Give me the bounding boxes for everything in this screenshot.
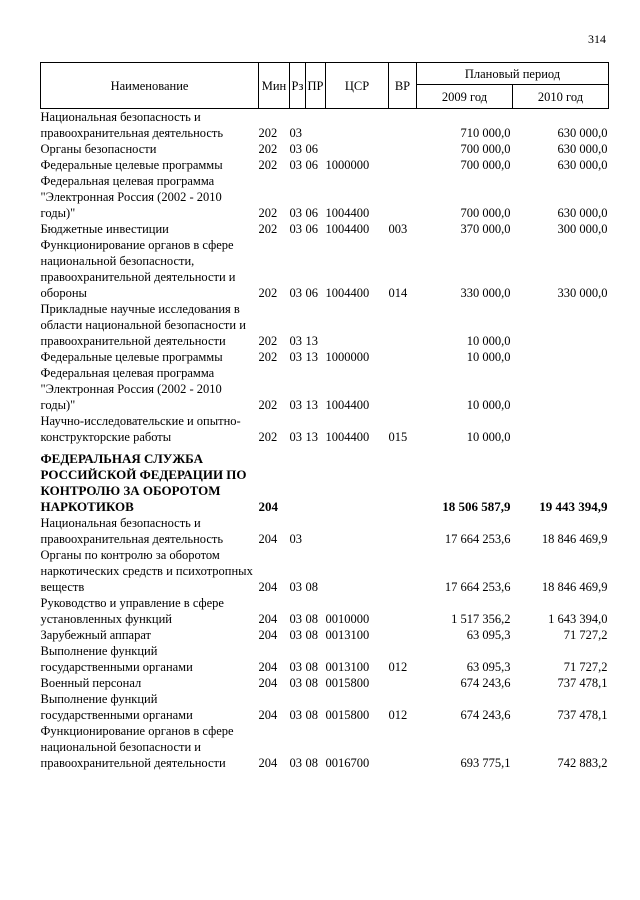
cell-pr: 13 [305,430,318,444]
cell-rz: 03 [289,222,302,236]
cell-min: 204 [258,708,278,722]
cell-csr [326,451,389,515]
cell-csr [326,141,389,157]
cell-pr [306,515,326,547]
cell-pr: 08 [305,708,318,722]
cell-rz: 03 [289,158,302,172]
cell-v2009: 700 000,0 [460,158,511,172]
cell-v2009: 710 000,0 [460,126,511,140]
budget-table [40,62,609,771]
cell-min: 202 [258,206,278,220]
cell-v2009: 700 000,0 [460,142,511,156]
cell-csr: 1004400 [325,286,370,300]
cell-csr: 1004400 [325,222,370,236]
cell-csr: 1004400 [325,206,370,220]
header-rz: Рз [290,63,306,109]
cell-v2009: 17 664 253,6 [444,532,511,546]
table-row [41,349,609,365]
cell-rz: 03 [289,708,302,722]
cell-v2010: 71 727,2 [563,660,608,674]
cell-v2010: 630 000,0 [557,142,608,156]
cell-rz: 03 [289,532,302,546]
cell-min: 204 [258,580,278,594]
cell-name: Зарубежный аппарат [40,628,152,642]
cell-min: 202 [258,222,278,236]
cell-v2009: 10 000,0 [466,350,511,364]
cell-name: Функционирование органов в сфере национальной безопасности и правоохранительной деятельности [40,724,234,770]
table-row [41,515,609,547]
cell-pr [306,109,326,142]
cell-csr [326,547,389,595]
cell-name: Федеральные целевые программы [40,350,223,364]
cell-v2009: 693 775,1 [460,756,511,770]
cell-pr: 08 [305,612,318,626]
cell-rz: 03 [289,660,302,674]
cell-rz: 03 [289,334,302,348]
cell-rz: 03 [289,580,302,594]
cell-rz [290,451,306,515]
cell-name: Органы безопасности [40,142,157,156]
cell-name: Федеральные целевые программы [40,158,223,172]
cell-min: 202 [258,142,278,156]
table-row [41,627,609,643]
cell-rz: 03 [289,612,302,626]
cell-vr [389,109,417,142]
cell-rz: 03 [289,126,302,140]
cell-vr [389,595,417,627]
cell-csr: 0013100 [325,628,370,642]
cell-name: Научно-исследовательские и опытно-конструкторские работы [40,414,241,444]
cell-csr: 0013100 [325,660,370,674]
cell-vr [389,157,417,173]
cell-v2009: 674 243,6 [460,676,511,690]
cell-min: 204 [258,628,278,642]
table-row [41,595,609,627]
cell-vr [389,301,417,349]
header-min: Мин [259,63,290,109]
cell-pr [306,451,326,515]
cell-rz: 03 [289,142,302,156]
table-row [41,451,609,515]
cell-v2009: 10 000,0 [466,430,511,444]
cell-rz: 03 [289,206,302,220]
cell-vr [389,515,417,547]
cell-name: Федеральная целевая программа "Электронная Россия (2002 - 2010 годы)" [40,366,222,412]
page-number: 314 [588,32,606,46]
cell-v2010: 630 000,0 [557,206,608,220]
cell-name: Выполнение функций государственными органами [40,644,193,674]
cell-vr: 015 [388,430,408,444]
cell-min: 204 [258,756,278,770]
cell-v2010: 19 443 394,9 [539,499,608,514]
cell-rz: 03 [289,756,302,770]
cell-v2009: 674 243,6 [460,708,511,722]
cell-csr: 1004400 [325,398,370,412]
cell-v2009: 700 000,0 [460,206,511,220]
cell-v2010 [513,349,609,365]
cell-min: 202 [258,350,278,364]
table-row [41,237,609,301]
cell-vr [389,627,417,643]
cell-rz: 03 [289,350,302,364]
cell-v2009: 63 095,3 [466,660,511,674]
cell-csr [326,301,389,349]
cell-v2010: 630 000,0 [557,126,608,140]
cell-rz: 03 [289,430,302,444]
cell-pr: 08 [305,580,318,594]
cell-vr [389,349,417,365]
cell-min: 202 [258,126,278,140]
table-row [41,157,609,173]
cell-vr [389,173,417,221]
cell-v2009: 63 095,3 [466,628,511,642]
cell-vr [389,451,417,515]
cell-name: Функционирование органов в сфере национальной безопасности, правоохранительной деятельности и обороны [40,238,236,300]
cell-v2010 [513,365,609,413]
cell-min: 202 [258,430,278,444]
cell-rz: 03 [289,628,302,642]
cell-pr: 06 [305,286,318,300]
cell-pr: 13 [305,350,318,364]
cell-name: Военный персонал [40,676,142,690]
cell-csr: 1000000 [325,158,370,172]
cell-vr [389,547,417,595]
cell-csr: 0015800 [325,708,370,722]
header-pr: ПР [306,63,326,109]
cell-csr: 0016700 [325,756,370,770]
table-row [41,109,609,142]
header-planned-period: Плановый период [417,63,609,85]
cell-v2009: 370 000,0 [460,222,511,236]
cell-min: 204 [258,499,278,514]
cell-csr: 1000000 [325,350,370,364]
cell-name: ФЕДЕРАЛЬНАЯ СЛУЖБА РОССИЙСКОЙ ФЕДЕРАЦИИ ПО КОНТРОЛЮ ЗА ОБОРОТОМ НАРКОТИКОВ [40,451,247,514]
cell-v2010 [513,413,609,445]
table-body [41,109,609,772]
table-header [41,63,609,109]
cell-name: Федеральная целевая программа "Электронная Россия (2002 - 2010 годы)" [40,174,222,220]
cell-v2009: 17 664 253,6 [444,580,511,594]
cell-min: 202 [258,286,278,300]
cell-pr: 08 [305,660,318,674]
cell-v2010: 737 478,1 [557,708,608,722]
cell-min: 204 [258,676,278,690]
header-name: Наименование [41,63,259,109]
cell-v2010: 330 000,0 [557,286,608,300]
cell-v2009: 330 000,0 [460,286,511,300]
cell-pr: 06 [305,206,318,220]
cell-name: Национальная безопасность и правоохранительная деятельность [40,516,224,546]
cell-v2009: 10 000,0 [466,334,511,348]
table-row [41,547,609,595]
cell-v2010: 630 000,0 [557,158,608,172]
cell-name: Национальная безопасность и правоохранительная деятельность [40,110,224,140]
table-row [41,675,609,691]
cell-name: Бюджетные инвестиции [40,222,169,236]
cell-min: 202 [258,334,278,348]
cell-min: 204 [258,612,278,626]
cell-pr: 06 [305,158,318,172]
header-vr: ВР [389,63,417,109]
cell-csr [326,109,389,142]
cell-rz: 03 [289,286,302,300]
table-row [41,221,609,237]
cell-pr: 08 [305,628,318,642]
table-row [41,691,609,723]
cell-pr: 08 [305,676,318,690]
cell-vr [389,723,417,771]
cell-v2009: 18 506 587,9 [442,499,511,514]
cell-v2010: 737 478,1 [557,676,608,690]
cell-csr: 0010000 [325,612,370,626]
cell-csr [326,515,389,547]
cell-v2010: 1 643 394,0 [548,612,608,626]
cell-pr: 13 [305,398,318,412]
cell-rz: 03 [289,676,302,690]
cell-min: 204 [258,532,278,546]
cell-vr: 012 [388,660,408,674]
cell-vr: 012 [388,708,408,722]
cell-name: Органы по контролю за оборотом наркотических средств и психотропных веществ [40,548,253,594]
cell-v2009: 10 000,0 [466,398,511,412]
cell-pr: 06 [305,222,318,236]
cell-min: 204 [258,660,278,674]
cell-pr: 13 [305,334,318,348]
cell-vr [389,675,417,691]
cell-rz: 03 [289,398,302,412]
cell-name: Руководство и управление в сфере установленных функций [40,596,224,626]
cell-vr [389,141,417,157]
cell-v2010: 18 846 469,9 [541,580,608,594]
cell-vr [389,365,417,413]
table-row [41,643,609,675]
table-row [41,141,609,157]
cell-v2010: 300 000,0 [557,222,608,236]
header-csr: ЦСР [326,63,389,109]
cell-min: 202 [258,158,278,172]
cell-v2010: 71 727,2 [563,628,608,642]
header-year-2010: 2010 год [513,85,609,109]
cell-name: Прикладные научные исследования в области национальной безопасности и правоохранительной деятельности [40,302,246,348]
cell-pr: 08 [305,756,318,770]
header-year-2009: 2009 год [417,85,513,109]
cell-csr: 1004400 [325,430,370,444]
cell-csr: 0015800 [325,676,370,690]
table-row [41,173,609,221]
table-row [41,301,609,349]
cell-v2009: 1 517 356,2 [451,612,511,626]
table-row [41,413,609,445]
cell-min: 202 [258,398,278,412]
cell-vr: 003 [388,222,408,236]
cell-name: Выполнение функций государственными органами [40,692,193,722]
table-row [41,365,609,413]
cell-v2010: 742 883,2 [557,756,608,770]
cell-v2010: 18 846 469,9 [541,532,608,546]
cell-v2010 [513,301,609,349]
table-row [41,723,609,771]
cell-pr: 06 [305,142,318,156]
cell-vr: 014 [388,286,408,300]
